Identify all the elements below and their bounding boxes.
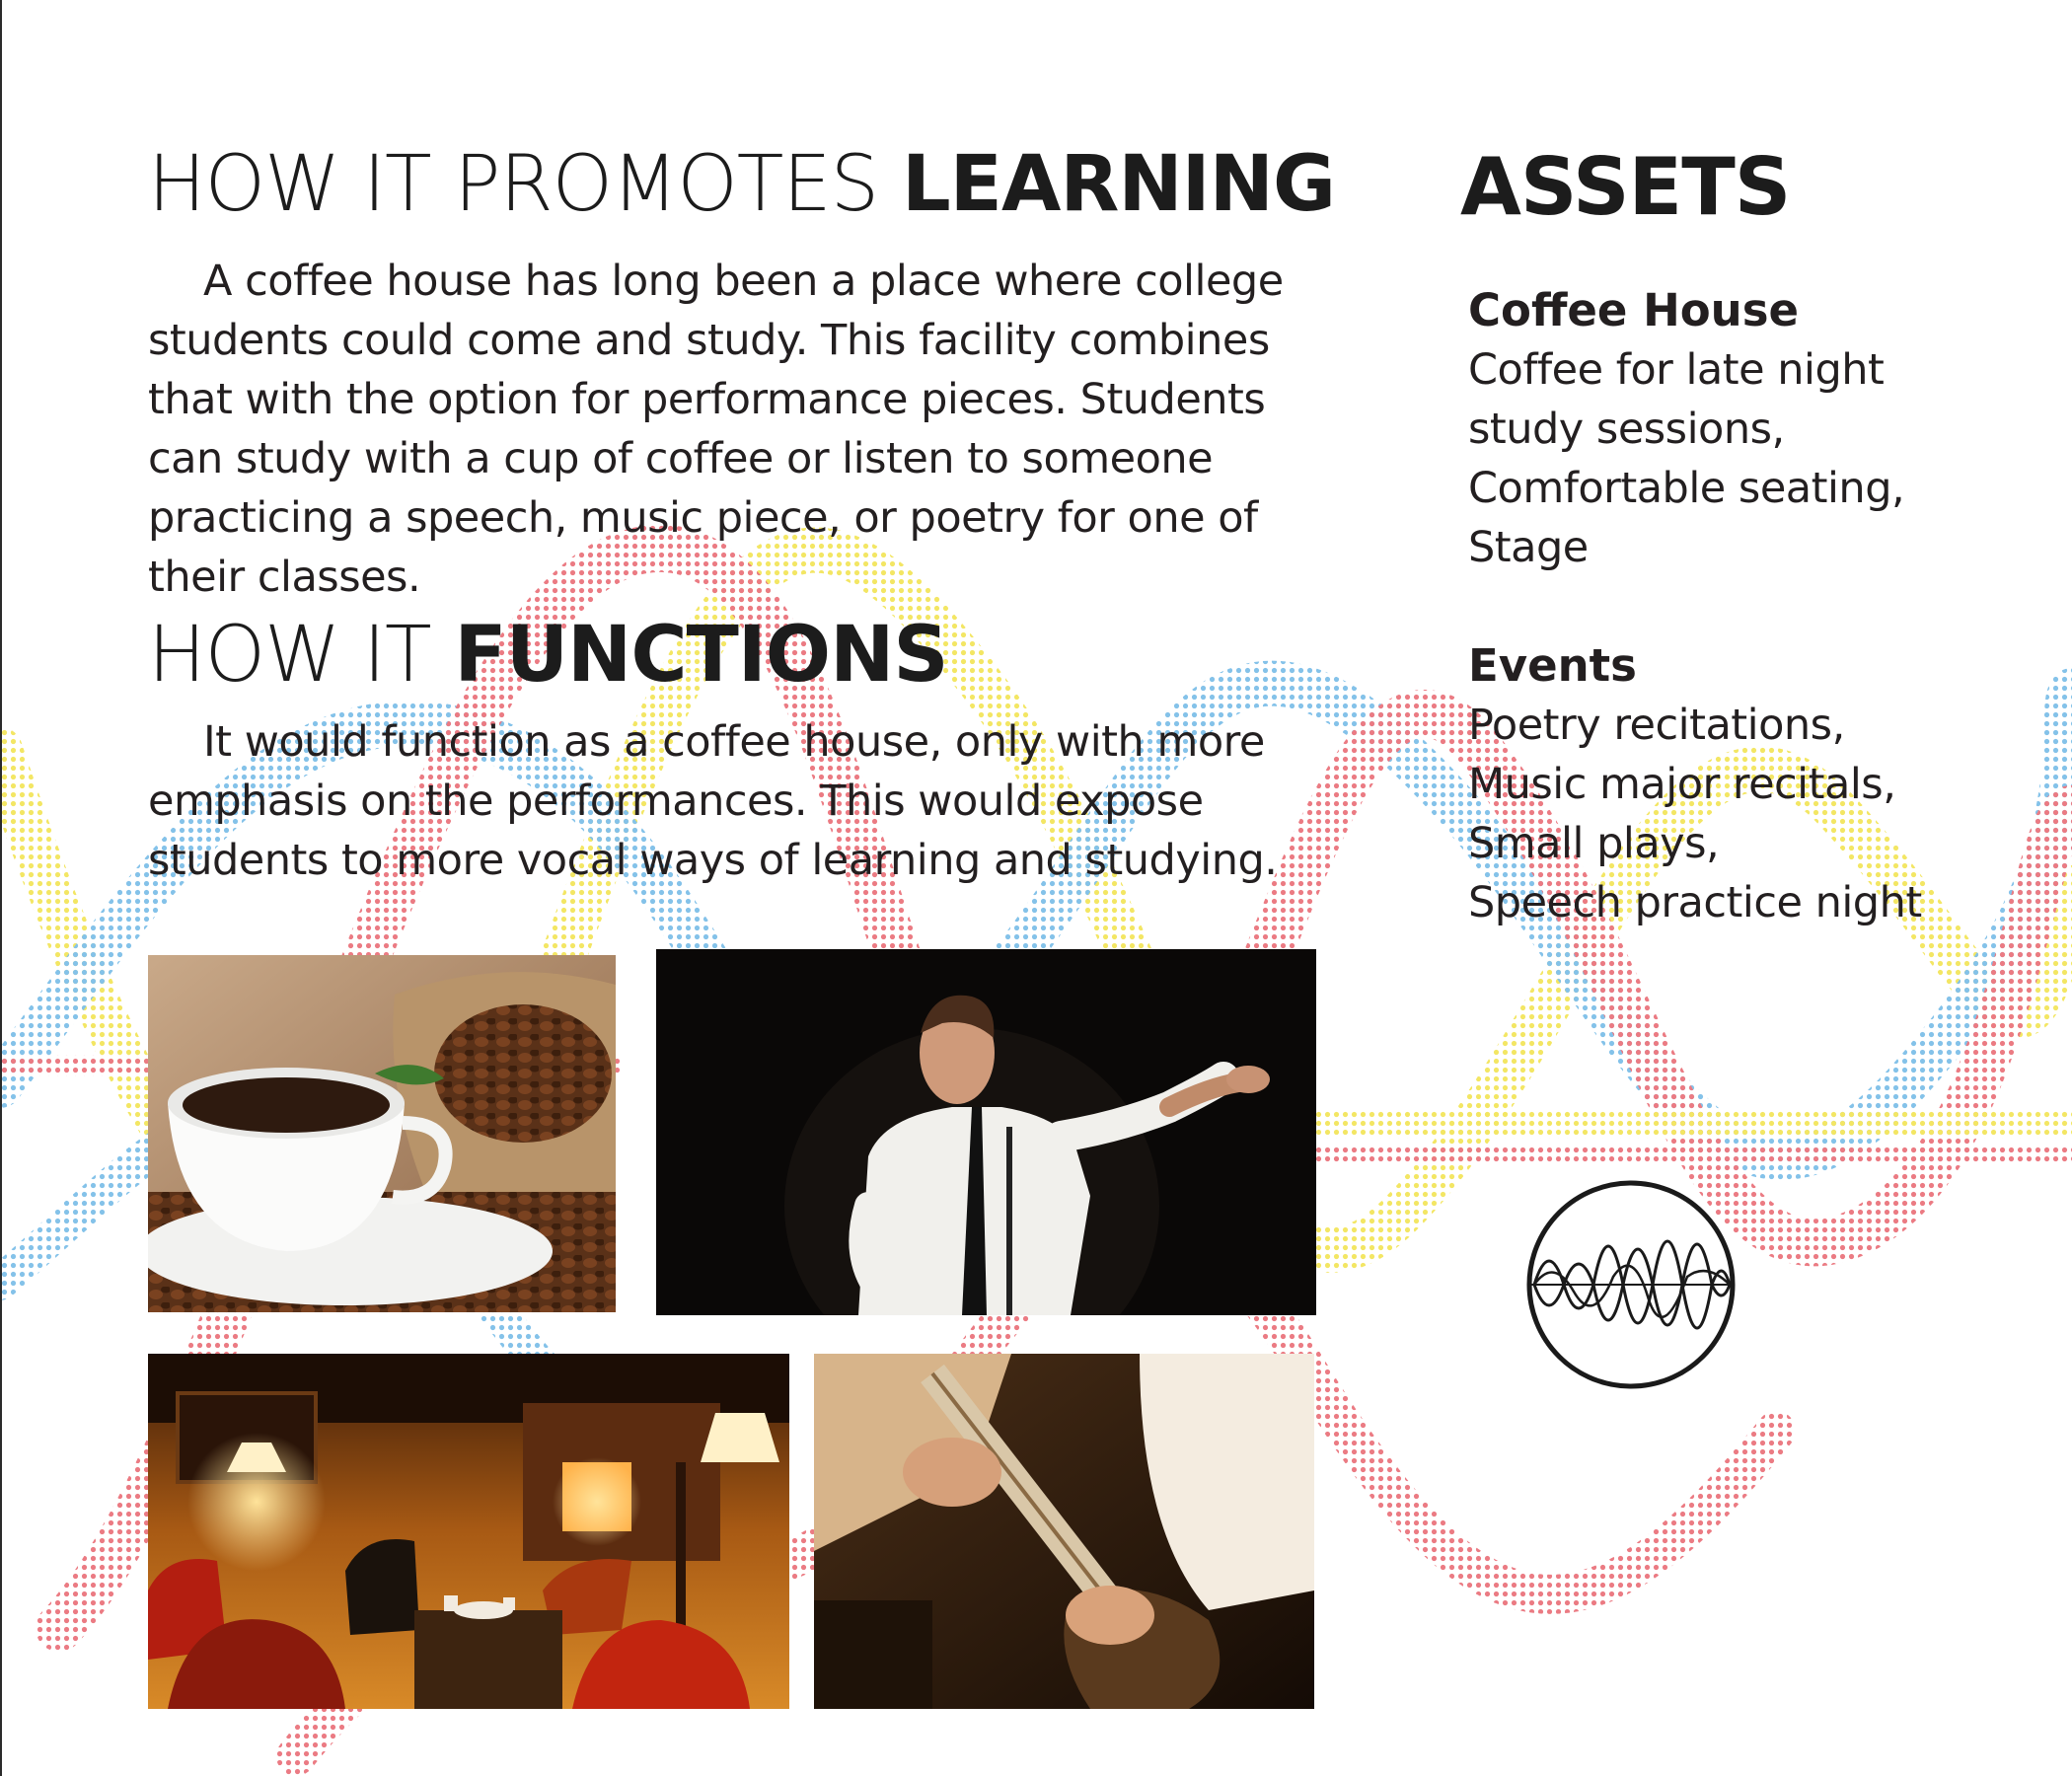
- asset-line: study sessions,: [1468, 405, 1785, 454]
- asset-line: Coffee for late night: [1468, 345, 1885, 395]
- asset-line: Small plays,: [1468, 819, 1720, 868]
- learning-paragraph: A coffee house has long been a place where college students could come and study. This facility combines that with the option for performance pieces. Students can study with a cup of coffee or listen to someone practicing a speech, music piece, or poetry for one of their classes.: [148, 257, 1284, 602]
- lounge-interior-photo: [148, 1354, 789, 1709]
- coffee-cup-photo: [148, 955, 616, 1312]
- assets-coffee-house: [1468, 281, 2021, 577]
- asset-line: Music major recitals,: [1468, 760, 1896, 809]
- heading-light-text: HOW IT PROMOTES: [148, 140, 879, 229]
- guitar-player-photo: [814, 1354, 1314, 1709]
- asset-line: Comfortable seating,: [1468, 464, 1905, 513]
- functions-paragraph: It would function as a coffee house, only with more emphasis on the performances. This would expose students to more vocal ways of learning and studying.: [148, 717, 1278, 885]
- heading-light-text: HOW IT: [148, 611, 431, 700]
- performer-on-stage-photo: [656, 949, 1316, 1315]
- asset-line: Poetry recitations,: [1468, 701, 1845, 750]
- sound-wave-circle-icon: [1524, 1178, 1738, 1391]
- asset-line: Stage: [1468, 523, 1589, 572]
- heading-how-it-functions: [148, 611, 948, 700]
- asset-title: Coffee House: [1468, 284, 1800, 336]
- heading-bold-text: LEARNING: [901, 140, 1335, 229]
- asset-title: Events: [1468, 639, 1637, 692]
- heading-how-it-promotes-learning: [148, 140, 1335, 229]
- heading-assets: ASSETS: [1460, 141, 1791, 233]
- heading-bold-text: FUNCTIONS: [454, 611, 948, 700]
- asset-line: Speech practice night: [1468, 878, 1922, 927]
- assets-events: [1468, 636, 2021, 932]
